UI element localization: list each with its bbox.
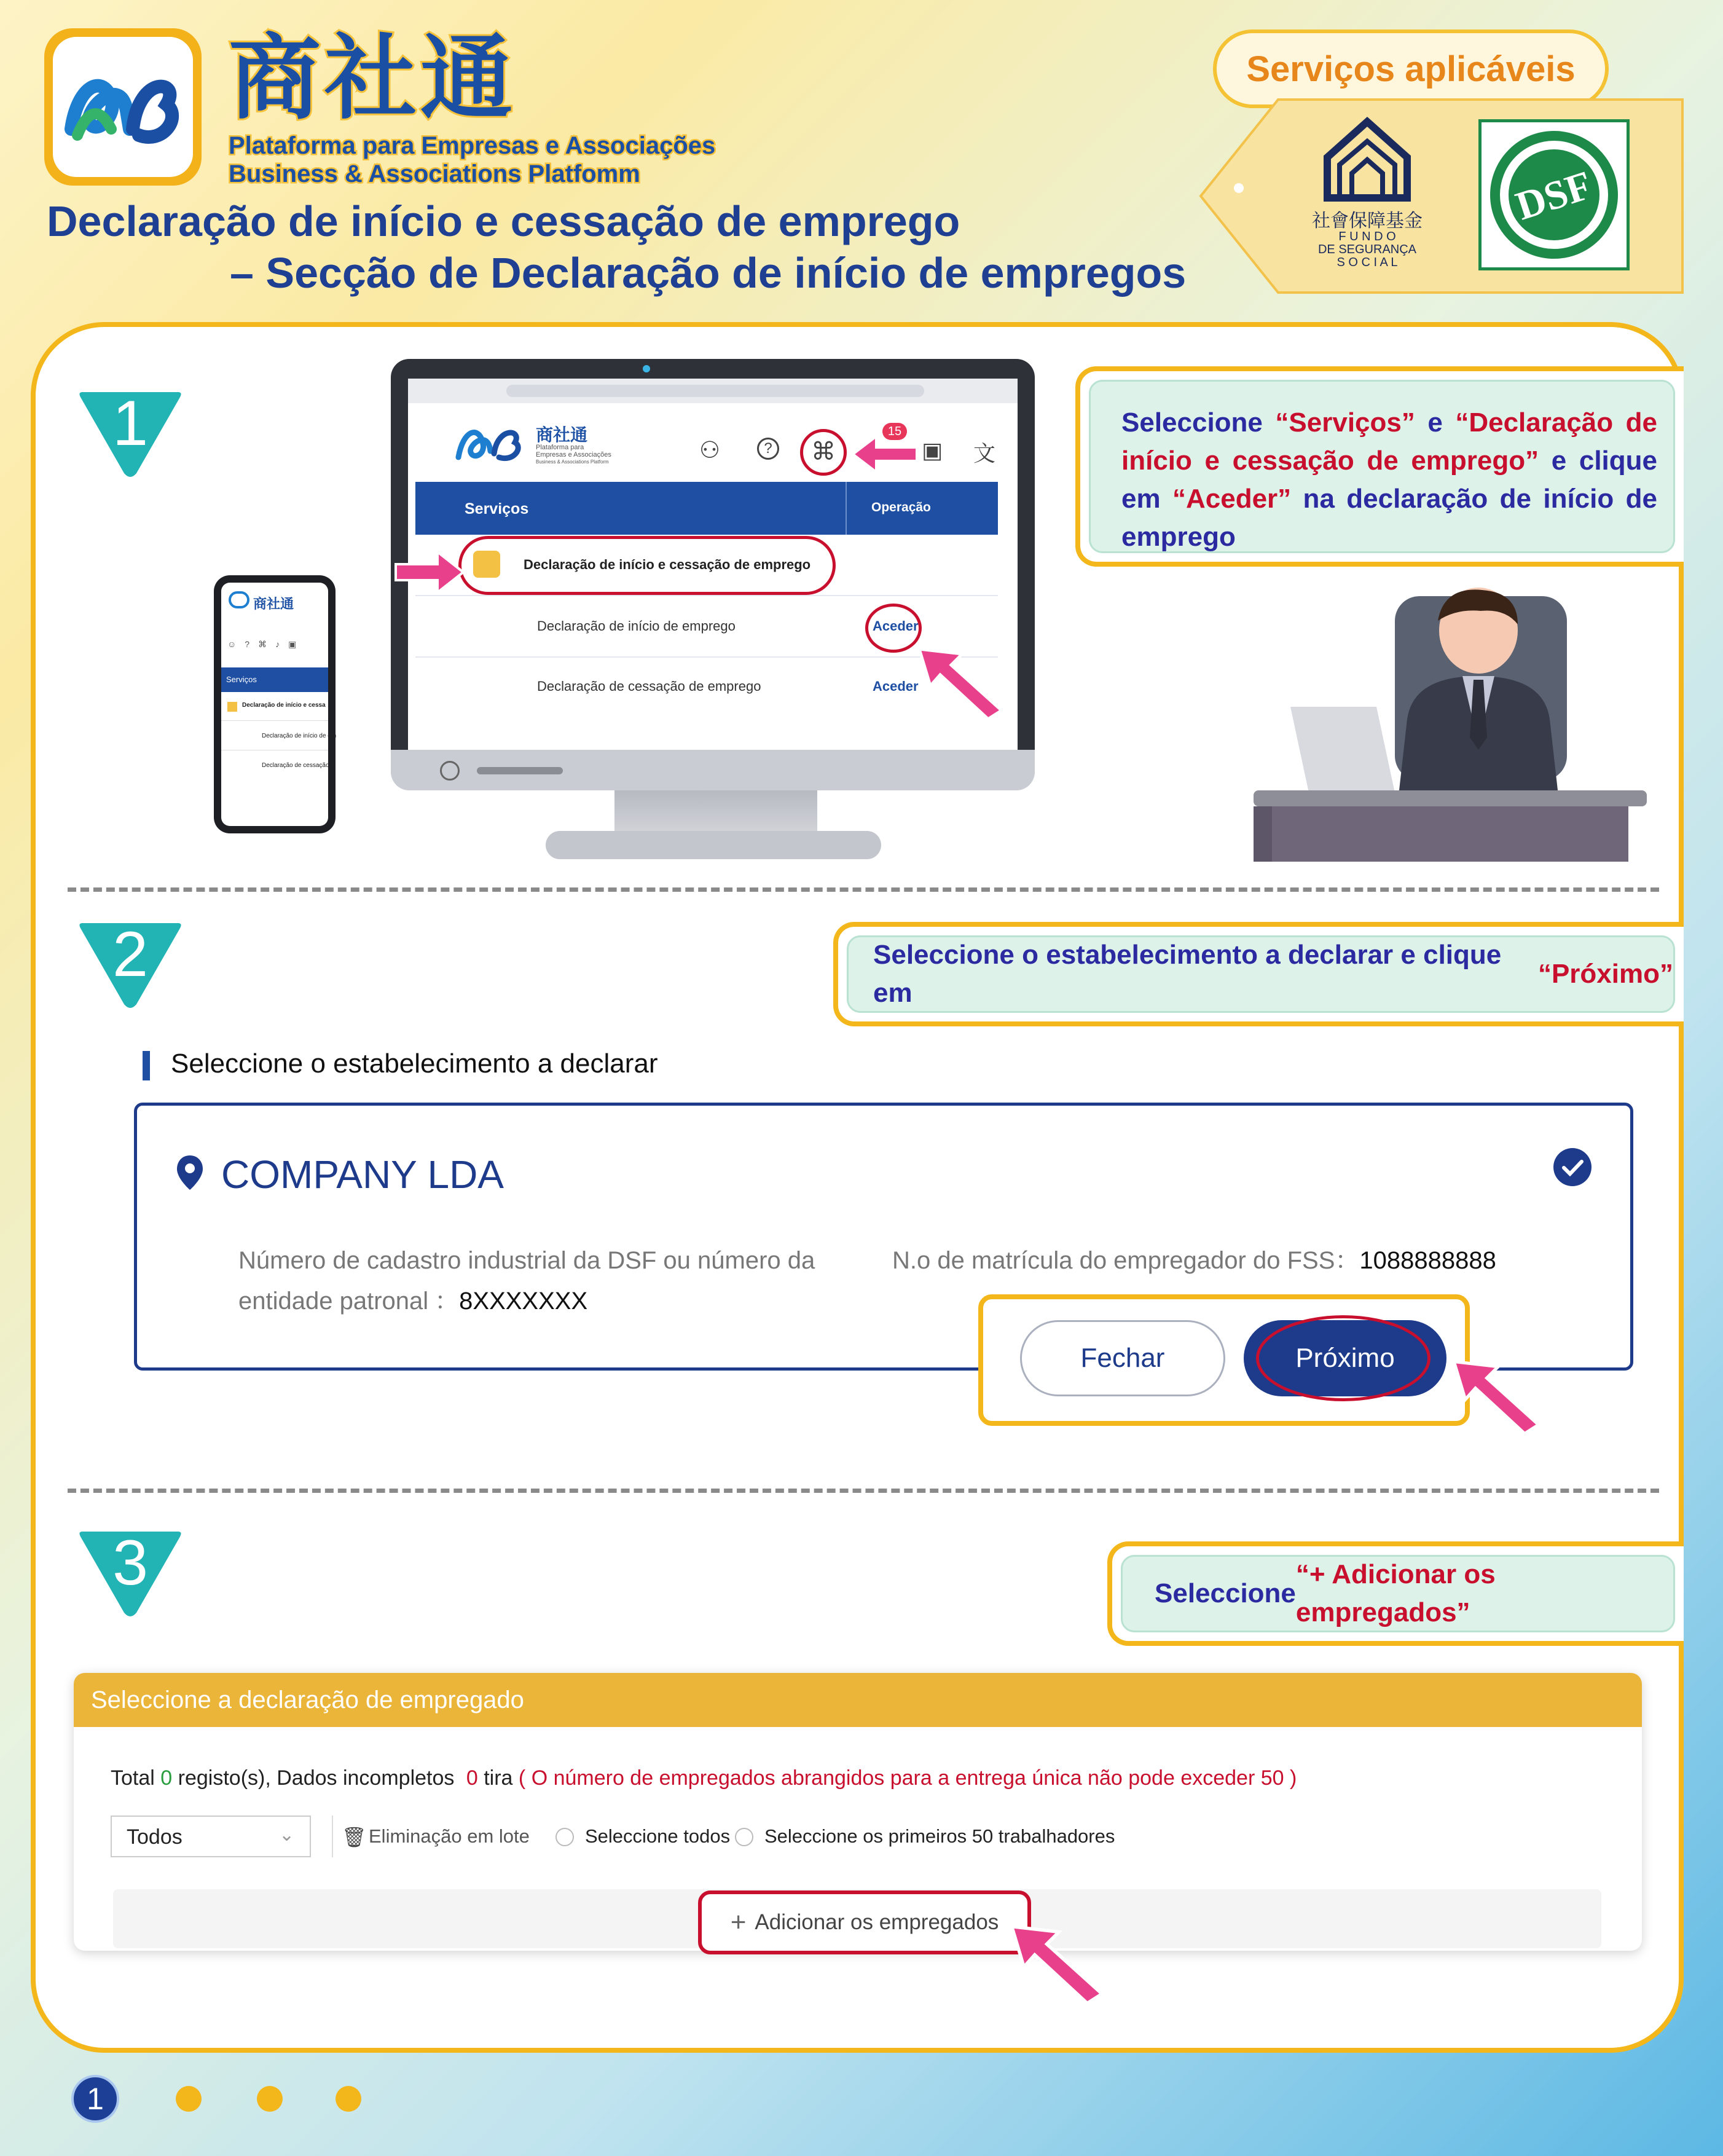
app-logo-inner xyxy=(53,37,193,177)
power-button-icon xyxy=(440,761,460,781)
totals-line xyxy=(111,1766,1297,1790)
step-1-number: 1 xyxy=(112,388,148,459)
brand-subtitle xyxy=(229,132,715,188)
filter-value: Todos xyxy=(127,1825,183,1849)
page-dot[interactable] xyxy=(176,2086,202,2112)
step-3-instruction: Seleccione “+ Adicionar os empregados” xyxy=(1121,1555,1675,1632)
phone-divider xyxy=(221,720,328,721)
select-all-radio[interactable] xyxy=(555,1828,574,1846)
monitor-chin xyxy=(391,750,1035,790)
dsf-label-2: entidade patronal xyxy=(238,1288,429,1315)
panel-header xyxy=(74,1673,1642,1727)
phone-logo-icon xyxy=(229,591,249,608)
screen-translate-icon[interactable]: 文 xyxy=(973,441,996,466)
filter-select[interactable] xyxy=(111,1816,311,1857)
services-row[interactable] xyxy=(415,658,998,718)
services-table-header xyxy=(415,482,998,535)
fss-label: N.o de matrícula do empregador do FSS xyxy=(892,1247,1335,1274)
step-1-instruction: Seleccione “Serviços” e “Declaração de início e cessação de emprego” e clique em “Aceder” na declaração de início de emprego xyxy=(1089,380,1675,553)
next-highlight xyxy=(1256,1315,1431,1401)
aceder-link[interactable]: Aceder xyxy=(873,618,919,634)
monitor-base xyxy=(546,831,881,859)
step-1-callout xyxy=(1075,366,1684,567)
screen-help-icon[interactable]: ? xyxy=(757,438,779,460)
phone-row-label[interactable]: Declaração de cessação d xyxy=(262,762,334,769)
add-employees-label: Adicionar os empregados xyxy=(755,1910,999,1934)
fss-name-pt-1: F U N D O xyxy=(1338,230,1396,243)
pointer-arrow-icon xyxy=(850,433,919,476)
services-label: Serviços aplicáveis xyxy=(1213,30,1609,108)
plus-icon: + xyxy=(730,1907,747,1937)
cursor-arrow-icon xyxy=(1450,1357,1542,1437)
row-label: Declaração de cessação de emprego xyxy=(537,679,761,694)
step-2-number: 2 xyxy=(112,919,148,990)
declaration-icon xyxy=(473,551,500,578)
company-name: COMPANY LDA xyxy=(221,1152,504,1197)
select-all-label[interactable]: Seleccione todos xyxy=(585,1825,731,1847)
phone-section-label: Serviços xyxy=(226,675,257,684)
trash-icon[interactable]: 🗑 xyxy=(342,1826,367,1848)
phone-declaration-icon xyxy=(227,702,237,712)
screen-logo-sub-2: Empresas e Associações xyxy=(536,451,611,458)
dsf-separator: ： xyxy=(434,1288,460,1315)
panel-title: Seleccione a declaração de empregado xyxy=(91,1686,524,1713)
select-first50-radio[interactable] xyxy=(735,1828,753,1846)
row-label: Declaração de início de emprego xyxy=(537,618,736,634)
screen-chat-icon[interactable]: ⚇ xyxy=(699,438,721,463)
add-employees-button[interactable] xyxy=(698,1890,1031,1954)
fss-house-icon xyxy=(1297,117,1438,209)
incomplete-count: 0 xyxy=(466,1766,478,1790)
phone-logo-text: 商社通 xyxy=(253,596,294,612)
brand-subtitle-pt: Plataforma para Empresas e Associações xyxy=(229,132,716,159)
col-services: Serviços xyxy=(465,500,529,517)
fss-name-zh: 社會保障基金 xyxy=(1312,211,1423,231)
next-button[interactable]: Próximo xyxy=(1244,1320,1446,1396)
ab-logo-icon xyxy=(53,37,193,177)
toolbar-divider xyxy=(332,1816,333,1857)
divider xyxy=(68,887,1659,892)
screen-logo-sub-1: Plataforma para xyxy=(536,444,584,451)
records-label: registo(s), Dados incompletos xyxy=(178,1766,455,1790)
camera-dot xyxy=(643,365,650,372)
phone-toolbar-icons: ☺?⌘♪▣ xyxy=(227,639,305,649)
screen-logo-text: 商社通 xyxy=(536,425,588,444)
address-bar[interactable] xyxy=(506,385,924,397)
fss-number-field xyxy=(892,1240,1496,1281)
page-dot[interactable] xyxy=(257,2086,283,2112)
fss-name-pt-3: S O C I A L xyxy=(1336,256,1398,269)
cursor-arrow-icon xyxy=(1008,1922,1106,2006)
aceder-link[interactable]: Aceder xyxy=(873,679,919,694)
fss-logo xyxy=(1297,117,1438,270)
screen-logo-icon xyxy=(455,417,528,466)
limit-note: ( O número de empregados abrangidos para a entrega única não pode exceder 50 ) xyxy=(518,1766,1297,1790)
brand-name: 商社通 xyxy=(229,26,517,130)
page-title: Declaração de início e cessação de emprego xyxy=(47,197,960,245)
cursor-arrow-icon xyxy=(916,645,1005,722)
brand-subtitle-en: Business & Associations Platfomm xyxy=(229,160,640,187)
unit-label: tira xyxy=(484,1766,513,1790)
bulk-delete-button[interactable]: Eliminação em lote xyxy=(369,1825,530,1847)
close-button[interactable]: Fechar xyxy=(1020,1320,1225,1396)
step-2-callout xyxy=(833,922,1684,1026)
check-circle-icon[interactable] xyxy=(1552,1147,1593,1187)
step-3-number: 3 xyxy=(112,1527,148,1599)
monitor-slot xyxy=(477,767,563,774)
chevron-down-icon: ⌄ xyxy=(279,1825,295,1845)
aceder-highlight xyxy=(865,604,922,653)
screen-logo-sub-3: Business & Associations Platform xyxy=(536,459,609,465)
dsf-logo xyxy=(1478,119,1630,270)
screen-image-icon[interactable]: ▣ xyxy=(922,438,943,463)
dsf-label-1: Número de cadastro industrial da DSF ou número da xyxy=(238,1247,815,1274)
phone-screen xyxy=(221,583,337,826)
page-subtitle: – Secção de Declaração de início de empregos xyxy=(230,249,1187,297)
fss-separator: ： xyxy=(1335,1247,1360,1274)
total-label: Total xyxy=(111,1766,155,1790)
select-first50-label[interactable]: Seleccione os primeiros 50 trabalhadores xyxy=(764,1825,1115,1847)
fss-name-pt-2: DE SEGURANÇA xyxy=(1317,243,1417,256)
phone-row-label[interactable]: Declaração de início de em xyxy=(262,733,337,739)
fss-value: 1088888888 xyxy=(1359,1247,1496,1274)
dsf-value: 8XXXXXXX xyxy=(459,1288,588,1315)
page-dot[interactable] xyxy=(336,2086,361,2112)
divider xyxy=(68,1489,1659,1493)
section-marker xyxy=(143,1051,150,1080)
phone-table-header xyxy=(221,667,328,692)
group-label[interactable]: Declaração de início e cessação de emprego xyxy=(524,557,811,572)
screen-logo-sub xyxy=(536,444,611,466)
notification-badge: 15 xyxy=(882,423,907,440)
phone-group-label[interactable]: Declaração de início e cessa xyxy=(242,702,326,709)
step-3-callout xyxy=(1107,1541,1684,1646)
dsf-logo-text: DSF xyxy=(1510,162,1598,229)
total-count: 0 xyxy=(160,1766,173,1790)
step-2-instruction: Seleccione o estabelecimento a declarar e clique em “Próximo” xyxy=(847,935,1675,1013)
office-worker-illustration xyxy=(1254,584,1653,860)
screen-services-icon[interactable]: ⌘ xyxy=(800,429,847,476)
location-pin-icon xyxy=(176,1154,204,1191)
col-operation: Operação xyxy=(871,500,931,514)
page-dot-active[interactable]: 1 xyxy=(71,2075,119,2123)
browser-bar xyxy=(408,379,1018,403)
section-label: Seleccione o estabelecimento a declarar xyxy=(171,1048,658,1079)
col-divider xyxy=(846,482,847,535)
dsf-number-field xyxy=(238,1240,841,1321)
pointer-arrow-icon xyxy=(393,548,466,596)
